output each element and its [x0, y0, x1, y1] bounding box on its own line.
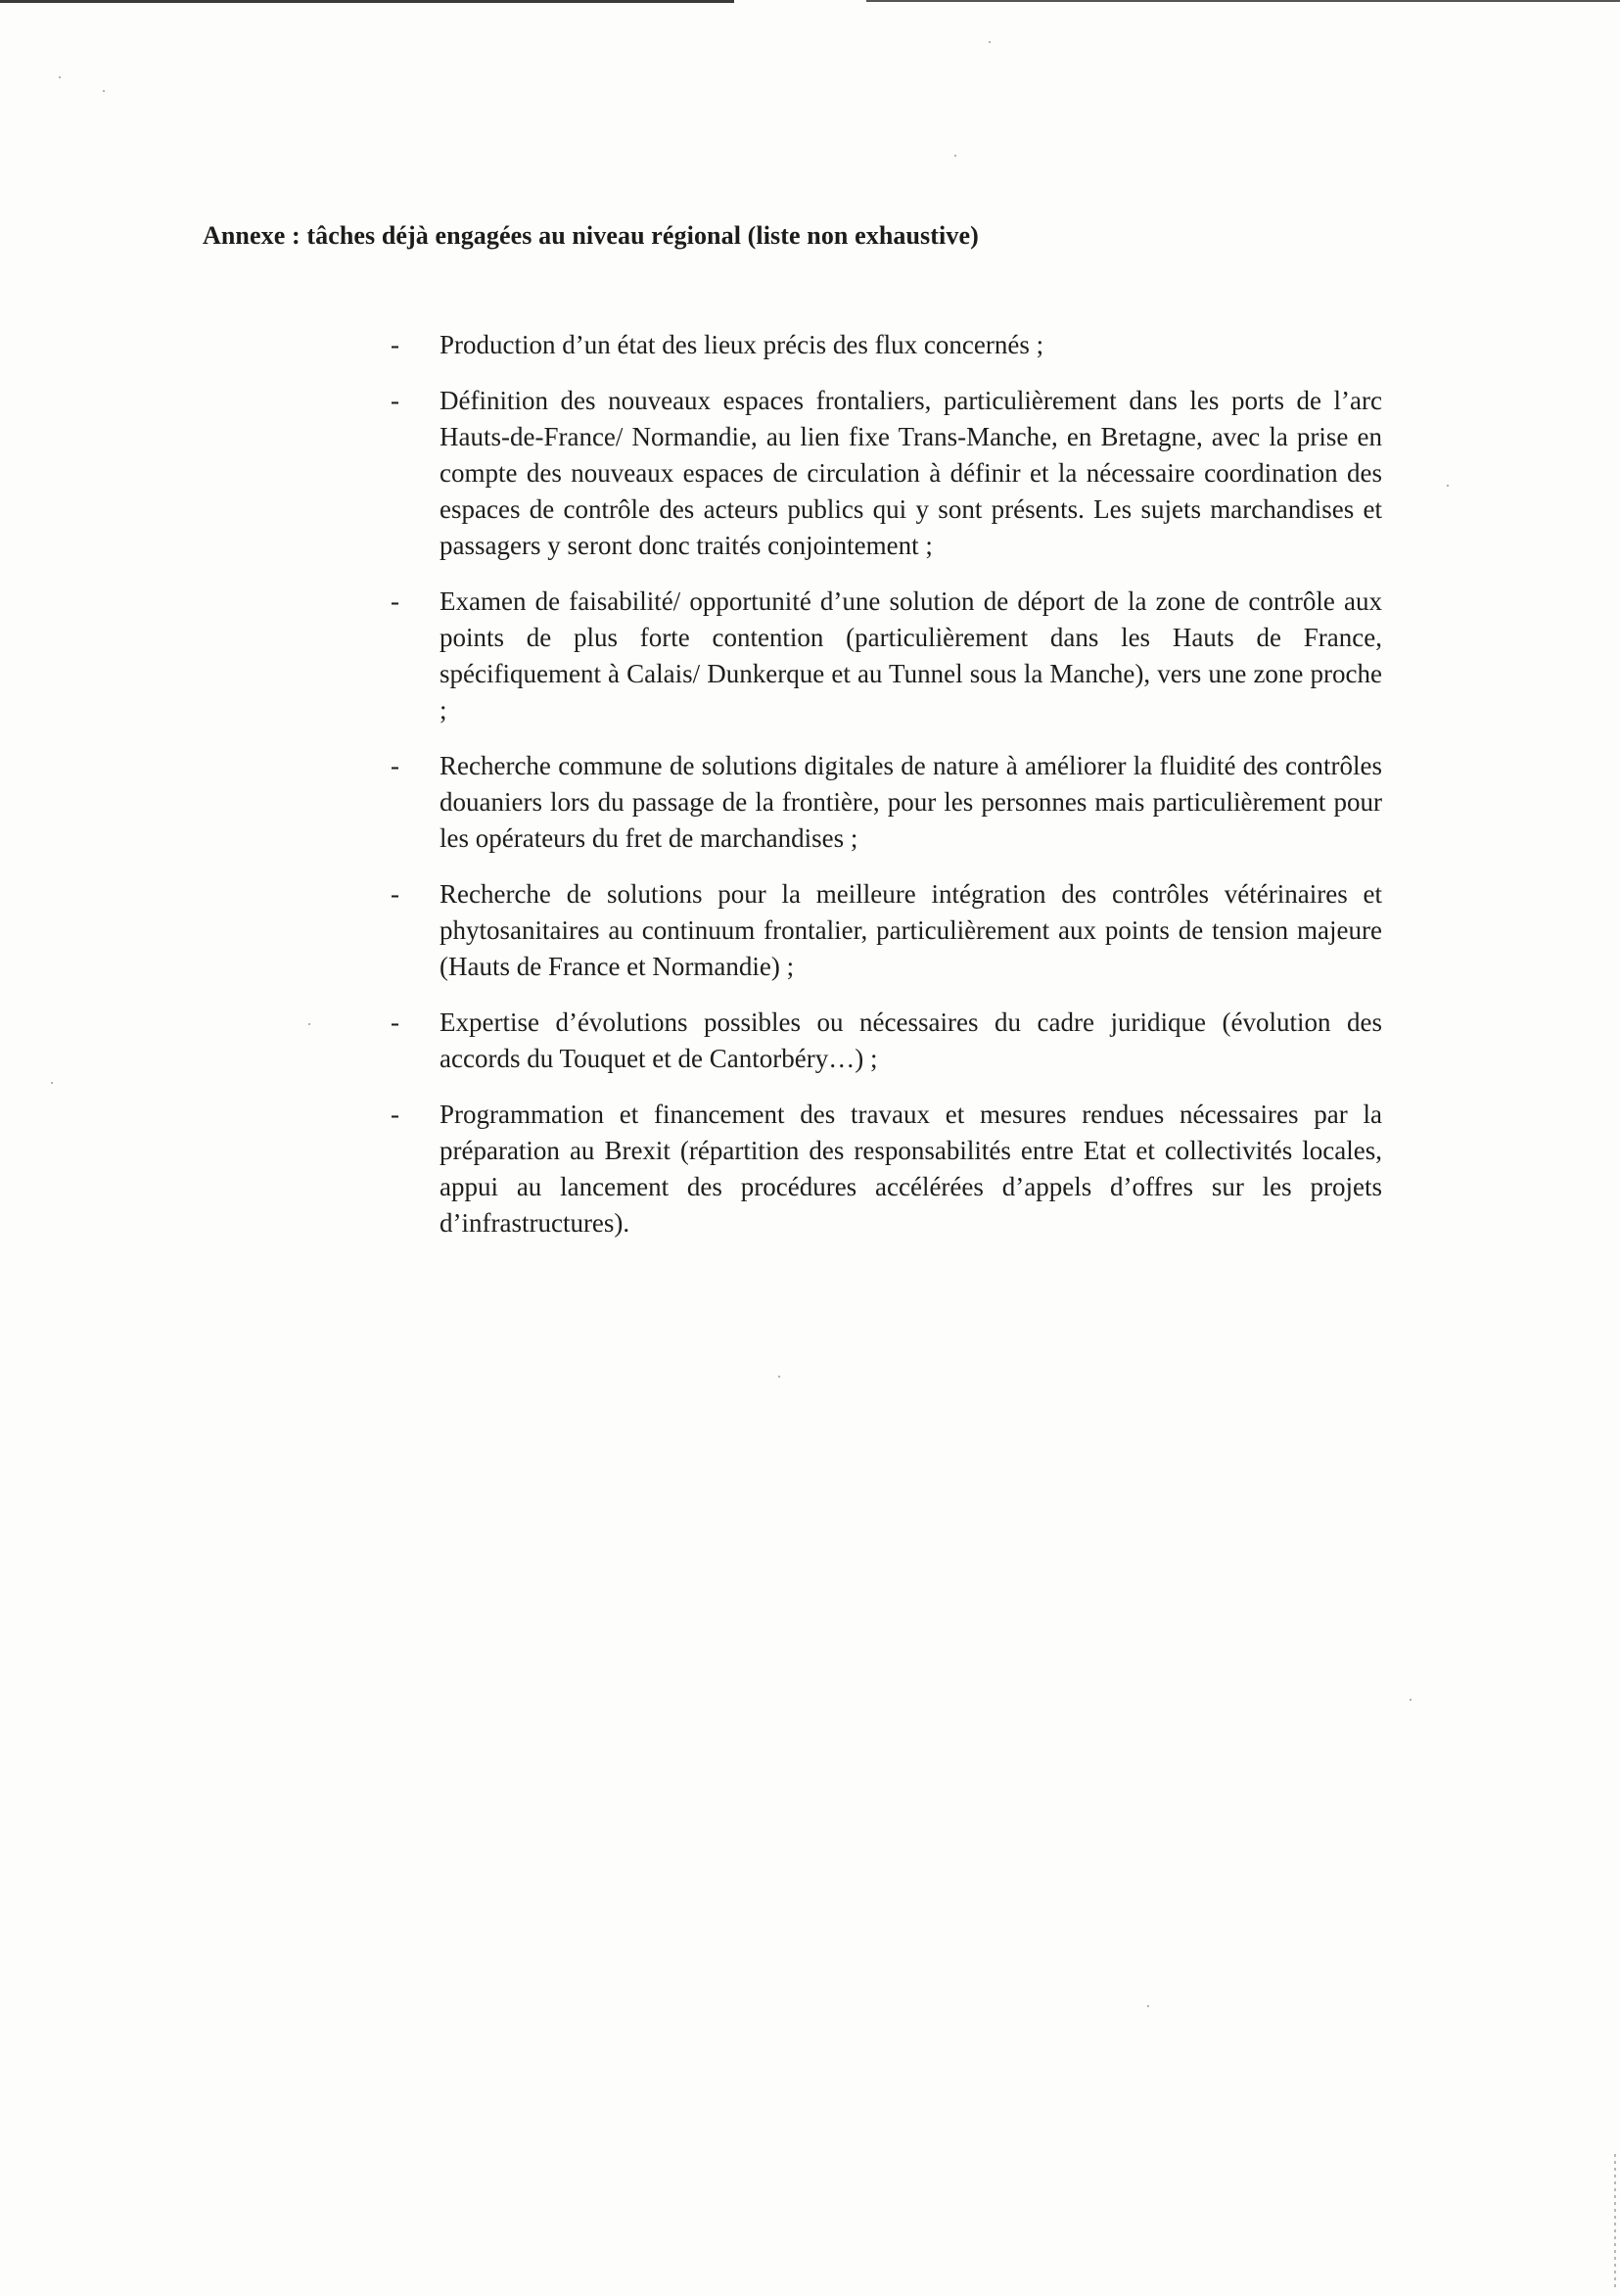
bullet-dash: - — [391, 330, 399, 359]
list-item-text: Examen de faisabilité/ opportunité d’une solution de déport de la zone de contrôle aux points de plus forte contention (particulièrement dans les Hauts de France, spécifiquement à Calais/ Dunkerque et au Tunnel sous la Manche), vers une zone proche ; — [440, 586, 1382, 725]
scan-speck — [989, 41, 991, 43]
scan-speck — [1147, 2005, 1149, 2007]
scan-edge-right — [866, 0, 1620, 2]
bullet-dash: - — [391, 386, 399, 415]
bullet-dash: - — [391, 1100, 399, 1129]
list-item — [391, 1097, 1382, 1242]
list-item-text: Définition des nouveaux espaces frontaliers, particulièrement dans les ports de l’arc Hauts-de-France/ Normandie, au lien fixe Trans-Manche, en Bretagne, avec la prise en compte des nouveaux espaces de circulation à définir et la nécessaire coordination des espaces de contrôle des acteurs publics qui y sont présents. Les sujets marchandises et passagers y seront donc traités conjointement ; — [440, 386, 1382, 560]
bullet-dash: - — [391, 1007, 399, 1037]
list-item — [391, 327, 1382, 363]
list-item — [391, 748, 1382, 857]
scan-side-edge — [1614, 2154, 1616, 2291]
bullet-dash: - — [391, 751, 399, 780]
annex-title: Annexe : tâches déjà engagées au niveau régional (liste non exhaustive) — [203, 221, 979, 250]
list-item — [391, 383, 1382, 564]
scan-edge-left — [0, 0, 734, 3]
list-item-text: Programmation et financement des travaux et mesures rendues nécessaires par la préparation au Brexit (répartition des responsabilités entre Etat et collectivités locales, appui au lancement des procédures accélérées d’appels d’offres sur les projets d’infrastructures). — [440, 1100, 1382, 1238]
scan-speck — [1447, 485, 1449, 487]
list-item-text: Recherche de solutions pour la meilleure intégration des contrôles vétérinaires et phytosanitaires au continuum frontalier, particulièrement aux points de tension majeure (Hauts de France et Normandie) ; — [440, 879, 1382, 981]
list-item — [391, 876, 1382, 985]
task-list — [391, 327, 1382, 1261]
bullet-dash: - — [391, 586, 399, 616]
list-item — [391, 584, 1382, 728]
list-item-text: Production d’un état des lieux précis des flux concernés ; — [440, 330, 1044, 359]
list-item-text: Recherche commune de solutions digitales de nature à améliorer la fluidité des contrôles douaniers lors du passage de la frontière, pour les personnes mais particulièrement pour les opérateurs du fret de marchandises ; — [440, 751, 1382, 853]
scan-speck — [778, 1376, 780, 1378]
scan-speck — [308, 1023, 310, 1025]
scan-speck — [1410, 1699, 1412, 1701]
scan-speck — [954, 155, 956, 157]
list-item-text: Expertise d’évolutions possibles ou nécessaires du cadre juridique (évolution des accords du Touquet et de Cantorbéry…) ; — [440, 1007, 1382, 1073]
scan-speck — [103, 90, 105, 92]
scan-speck — [59, 76, 61, 78]
bullet-dash: - — [391, 879, 399, 909]
list-item — [391, 1005, 1382, 1077]
scan-speck — [51, 1082, 53, 1084]
